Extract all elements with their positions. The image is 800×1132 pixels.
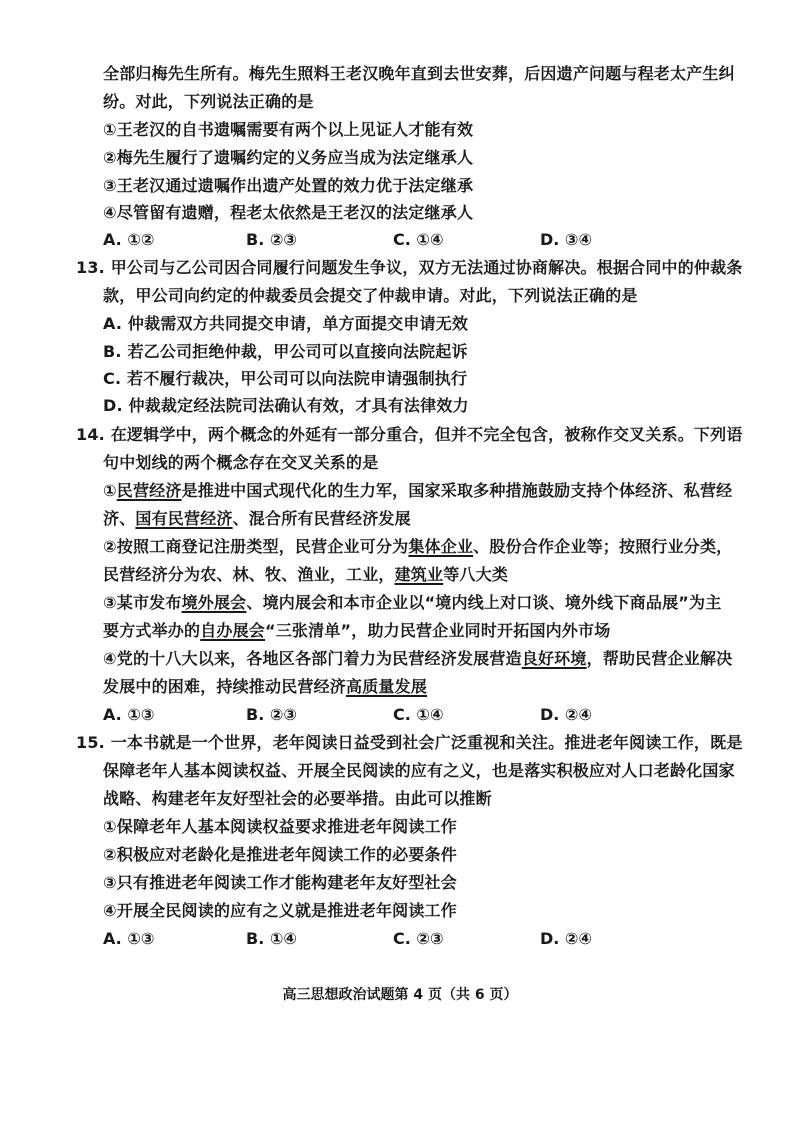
q14-item-3-underlined-term-2: 自办展会 <box>200 621 266 640</box>
q15-item-1: ①保障老年人基本阅读权益要求推进老年阅读工作 <box>103 817 457 836</box>
q14-item-2-line-2 <box>103 565 508 585</box>
q14-option-d: D. ②④ <box>540 705 593 724</box>
q14-item-3-text-2: 、境内展会和本市企业以“境内线上对口谈、境外线下商品展”为主 <box>246 593 722 612</box>
q15-option-a: A. ①③ <box>103 929 155 948</box>
q14-item-1-marker: ① <box>103 481 117 500</box>
q15-option-b: B. ①④ <box>246 929 297 948</box>
q15-stem-line-2: 保障老年人基本阅读权益、开展全民阅读的应有之义，也是落实积极应对人口老龄化国家 <box>103 761 735 780</box>
q13-option-c: C. 若不履行裁决，甲公司可以向法院申请强制执行 <box>103 369 468 388</box>
q15-item-4: ④开展全民阅读的应有之义就是推进老年阅读工作 <box>103 901 457 920</box>
q14-item-2-text-2: 、股份合作企业等；按照行业分类， <box>473 537 733 556</box>
q14-item-3-text-4: “三张清单”，助力民营企业同时开拓国内外市场 <box>265 621 611 640</box>
q14-stem-line-2: 句中划线的两个概念存在交叉关系的是 <box>103 453 379 472</box>
q14-item-1-line-1 <box>103 481 732 501</box>
q15-item-3: ③只有推进老年阅读工作才能构建老年友好型社会 <box>103 873 457 892</box>
q12-stem-line-1: 全部归梅先生所有。梅先生照料王老汉晚年直到去世安葬，后因遗产问题与程老太产生纠 <box>103 64 735 83</box>
q12-option-b: B. ②③ <box>246 230 297 249</box>
q14-item-2-text-1: ②按照工商登记注册类型，民营企业可分为 <box>103 537 409 556</box>
q14-item-1-underlined-term-2: 国有民营经济 <box>135 509 233 528</box>
q13-stem-line-1: 13. 甲公司与乙公司因合同履行问题发生争议，双方无法通过协商解决。根据合同中的仲裁条 <box>76 258 743 277</box>
q14-item-4-text-2: ，帮助民营企业解决 <box>586 649 733 668</box>
q14-item-3-line-2 <box>103 621 610 641</box>
q12-option-c: C. ①④ <box>393 230 444 249</box>
q15-option-c: C. ②③ <box>393 929 444 948</box>
q14-item-4-text-3: 发展中的困难，持续推动民营经济 <box>103 677 347 696</box>
q13-option-a: A. 仲裁需双方共同提交申请，单方面提交申请无效 <box>103 314 469 333</box>
q14-item-3-line-1 <box>103 593 721 613</box>
q14-item-2-underlined-term-1: 集体企业 <box>408 537 474 556</box>
q12-item-1: ①王老汉的自书遗嘱需要有两个以上见证人才能有效 <box>103 120 474 139</box>
q14-item-4-text-1: ④党的十八大以来，各地区各部门着力为民营经济发展营造 <box>103 649 522 668</box>
q12-option-d: D. ③④ <box>540 230 593 249</box>
q12-item-3: ③王老汉通过遗嘱作出遗产处置的效力优于法定继承 <box>103 176 474 195</box>
q14-item-1-text-3: 、混合所有民营经济发展 <box>232 509 411 528</box>
q14-item-3-text-3: 要方式举办的 <box>103 621 201 640</box>
q15-stem-line-3: 战略、构建老年友好型社会的必要举措。由此可以推断 <box>103 789 492 808</box>
q14-item-4-underlined-term-1: 良好环境 <box>521 649 587 668</box>
q14-option-b: B. ②③ <box>246 705 297 724</box>
q14-stem-line-1: 14. 在逻辑学中，两个概念的外延有一部分重合，但并不完全包含，被称作交叉关系。下列语 <box>76 425 743 444</box>
q14-item-2-line-1 <box>103 537 732 557</box>
q14-item-4-underlined-term-2: 高质量发展 <box>346 677 428 696</box>
q14-item-1-line-2 <box>103 509 411 529</box>
page-footer: 高三思想政治试题第 4 页（共 6 页） <box>282 987 518 1003</box>
q14-item-4-line-2 <box>103 677 427 697</box>
q14-item-3-underlined-term-1: 境外展会 <box>181 593 247 612</box>
q15-item-2: ②积极应对老龄化是推进老年阅读工作的必要条件 <box>103 845 457 864</box>
q12-item-2: ②梅先生履行了遗嘱约定的义务应当成为法定继承人 <box>103 148 474 167</box>
q14-item-2-text-3: 民营经济分为农、林、牧、渔业，工业， <box>103 565 395 584</box>
q14-item-3-text-1: ③某市发布 <box>103 593 182 612</box>
q14-item-2-underlined-term-2: 建筑业 <box>394 565 444 584</box>
q14-item-4-line-1 <box>103 649 732 669</box>
q14-option-c: C. ①④ <box>393 705 444 724</box>
q12-stem-line-2: 纷。对此，下列说法正确的是 <box>103 92 314 111</box>
q13-option-b: B. 若乙公司拒绝仲裁，甲公司可以直接向法院起诉 <box>103 342 468 361</box>
q14-item-1-text-1: 是推进中国式现代化的生力军，国家采取多种措施鼓励支持个体经济、私营经 <box>181 481 733 500</box>
q12-option-a: A. ①② <box>103 230 155 249</box>
q13-stem-line-2: 款，甲公司向约定的仲裁委员会提交了仲裁申请。对此，下列说法正确的是 <box>103 286 638 305</box>
q12-item-4: ④尽管留有遗赠，程老太依然是王老汉的法定继承人 <box>103 203 474 222</box>
q14-item-1-underlined-term-1: 民营经济 <box>116 481 182 500</box>
q15-option-d: D. ②④ <box>540 929 593 948</box>
q14-option-a: A. ①③ <box>103 705 155 724</box>
q14-item-1-text-2: 济、 <box>103 509 136 528</box>
q14-item-2-text-4: 等八大类 <box>443 565 509 584</box>
q13-option-d: D. 仲裁裁定经法院司法确认有效，才具有法律效力 <box>103 396 469 415</box>
q15-stem-line-1: 15. 一本书就是一个世界，老年阅读日益受到社会广泛重视和关注。推进老年阅读工作，既是 <box>76 733 743 752</box>
